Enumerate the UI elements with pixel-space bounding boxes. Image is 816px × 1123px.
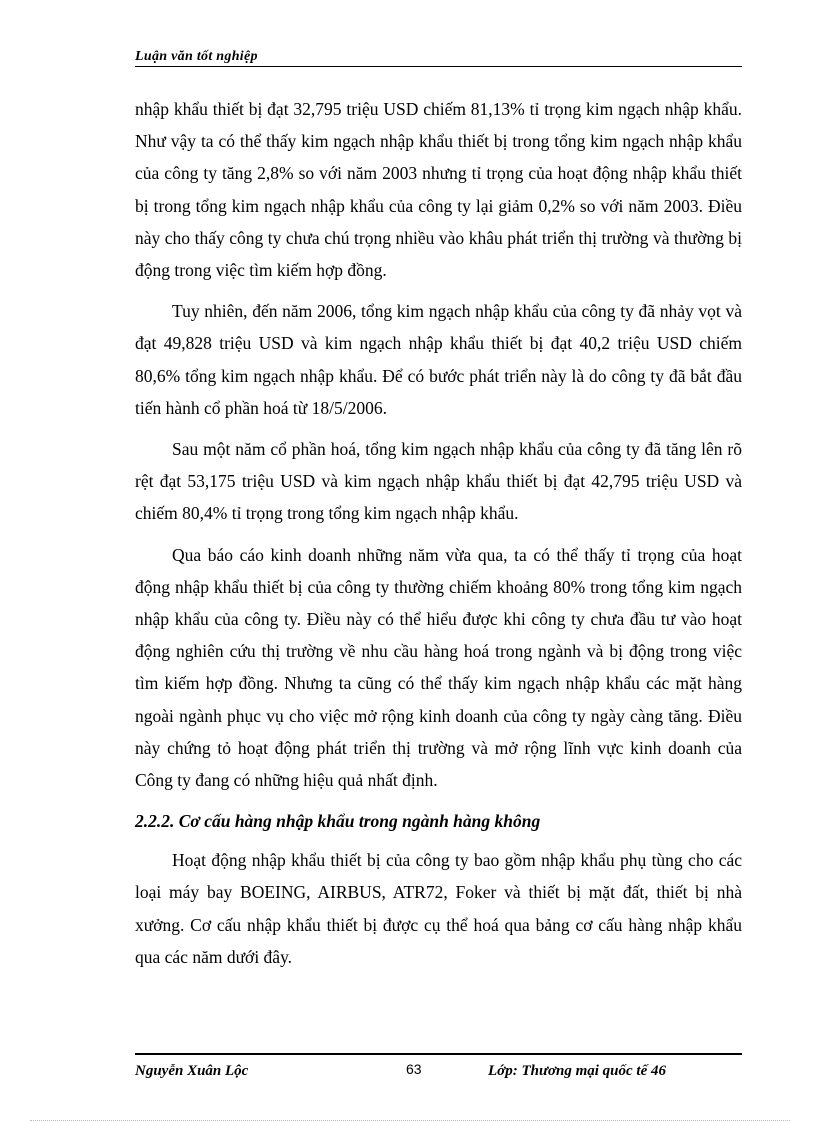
page-footer	[135, 1053, 742, 1081]
paragraph-after-equitization: Sau một năm cổ phần hoá, tổng kim ngạch nhập khẩu của công ty đã tăng lên rõ rệt đạt 53,175 triệu USD và kim ngạch nhập khẩu thiết bị đạt 42,795 triệu USD và chiếm 80,4% tỉ trọng trong tổng kim ngạch nhập khẩu.	[135, 439, 742, 524]
document-body	[135, 93, 742, 982]
footer-author: Nguyễn Xuân Lộc	[135, 1063, 249, 1079]
page-bottom-divider	[30, 1120, 790, 1121]
footer-class: Lớp: Thương mại quốc tế 46	[488, 1063, 667, 1079]
section-paragraph: Hoạt động nhập khẩu thiết bị của công ty bao gồm nhập khẩu phụ tùng cho các loại máy bay BOEING, AIRBUS, ATR72, Foker và thiết bị mặt đất, thiết bị nhà xưởng. Cơ cấu nhập khẩu thiết bị được cụ thể hoá qua bảng cơ cấu hàng nhập khẩu qua các năm dưới đây.	[135, 850, 742, 967]
page-header	[135, 48, 742, 67]
section-heading: 2.2.2. Cơ cấu hàng nhập khẩu trong ngành hàng không	[135, 811, 541, 832]
paragraph-continuation: nhập khẩu thiết bị đạt 32,795 triệu USD chiếm 81,13% tỉ trọng kim ngạch nhập khẩu. Như vậy ta có thể thấy kim ngạch nhập khẩu thiết bị trong tổng kim ngạch nhập khẩu của công ty tăng 2,8% so với năm 2003 nhưng tỉ trọng của hoạt động nhập khẩu thiết bị trong tổng kim ngạch nhập khẩu của công ty lại giảm 0,2% so với năm 2003. Điều này cho thấy công ty chưa chú trọng nhiều vào khâu phát triển thị trường và thường bị động trong việc tìm kiếm hợp đồng.	[135, 99, 742, 281]
page-number: 63	[406, 1061, 422, 1077]
paragraph-summary: Qua báo cáo kinh doanh những năm vừa qua, ta có thể thấy tỉ trọng của hoạt động nhập khẩu thiết bị của công ty thường chiếm khoảng 80% trong tổng kim ngạch nhập khẩu của công ty. Điều này có thể hiểu được khi công ty chưa đầu tư vào hoạt động nghiên cứu thị trường về nhu cầu hàng hoá trong ngành và bị động trong việc tìm kiếm hợp đồng. Nhưng ta cũng có thể thấy kim ngạch nhập khẩu các mặt hàng ngoài ngành phục vụ cho việc mở rộng kinh doanh của công ty ngày càng tăng. Điều này chứng tỏ hoạt động phát triển thị trường và mở rộng lĩnh vực kinh doanh của Công ty đang có những hiệu quả nhất định.	[135, 544, 742, 791]
header-title: Luận văn tốt nghiệp	[135, 49, 258, 64]
paragraph-2006: Tuy nhiên, đến năm 2006, tổng kim ngạch nhập khẩu của công ty đã nhảy vọt và đạt 49,828 triệu USD và kim ngạch nhập khẩu thiết bị đạt 40,2 triệu USD chiếm 80,6% tổng kim ngạch nhập khẩu. Để có bước phát triển này là do công ty đã bắt đầu tiến hành cổ phần hoá từ 18/5/2006.	[135, 301, 742, 418]
